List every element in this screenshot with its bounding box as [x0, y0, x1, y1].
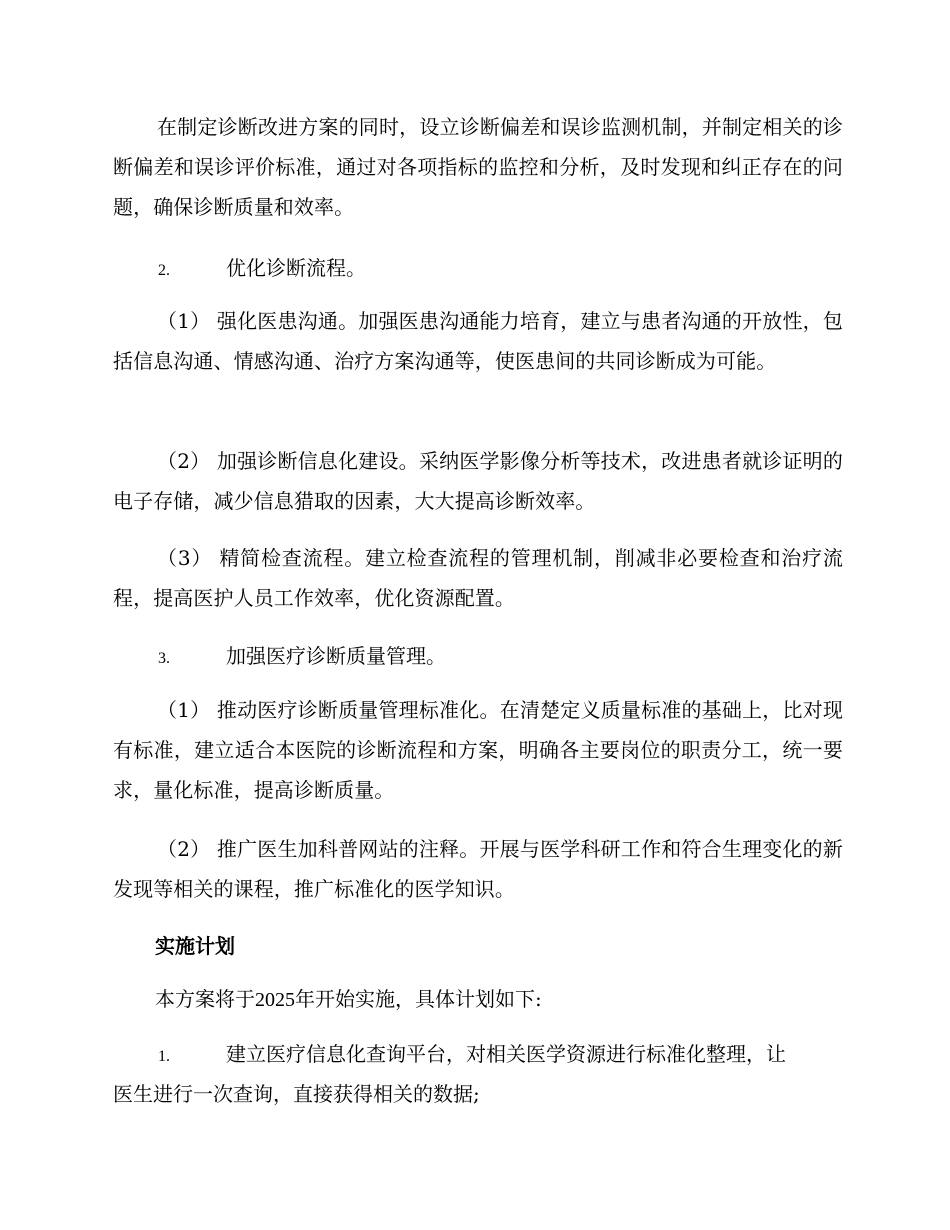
paragraph-3-2: （2） 推广医生加科普网站的注释。开展与医学科研工作和符合生理变化的新发现等相关的课程，推广标准化的医学知识。	[113, 837, 843, 901]
list-number: 1.	[158, 1048, 170, 1065]
list-number: 2.	[158, 262, 170, 279]
paragraph-monitoring: 在制定诊断改进方案的同时，设立诊断偏差和误诊监测机制，并制定相关的诊断偏差和误诊评价标准，通过对各项指标的监控和分析，及时发现和纠正存在的问题，确保诊断质量和效率。	[113, 115, 843, 219]
plan-item-text-line1: 建立医疗信息化查询平台，对相关医学资源进行标准化整理，让	[226, 1042, 786, 1066]
paragraph-3-1: （1） 推动医疗诊断质量管理标准化。在清楚定义质量标准的基础上，比对现有标准，建立适合本医院的诊断流程和方案，明确各主要岗位的职责分工，统一要求，量化标准，提高诊断质量。	[113, 698, 843, 802]
paragraph-intro	[155, 979, 542, 1020]
list-item-2	[158, 248, 366, 291]
intro-text-after: 年开始实施，具体计划如下:	[295, 987, 542, 1011]
paragraph-2-3: （3） 精简检查流程。建立检查流程的管理机制，削减非必要检查和治疗流程，提高医护人员工作效率，优化资源配置。	[113, 546, 843, 610]
plan-item-1	[158, 1034, 786, 1077]
plan-item-1-continuation	[113, 1074, 480, 1114]
plan-item-text-line2: 医生进行一次查询，直接获得相关的数据;	[113, 1082, 480, 1106]
list-item-3	[158, 636, 446, 679]
list-item-text: 加强医疗诊断质量管理。	[226, 644, 446, 668]
paragraph-2-2: （2） 加强诊断信息化建设。采纳医学影像分析等技术，改进患者就诊证明的电子存储，减少信息猎取的因素，大大提高诊断效率。	[113, 449, 843, 513]
paragraph-2-1: （1） 强化医患沟通。加强医患沟通能力培育，建立与患者沟通的开放性，包括信息沟通、情感沟通、治疗方案沟通等，使医患间的共同诊断成为可能。	[113, 309, 843, 373]
section-heading: 实施计划	[155, 934, 235, 958]
intro-text-before: 本方案将于	[155, 987, 255, 1011]
list-number: 3.	[158, 650, 170, 667]
list-item-text: 优化诊断流程。	[226, 256, 366, 280]
intro-year: 2025	[255, 989, 295, 1011]
